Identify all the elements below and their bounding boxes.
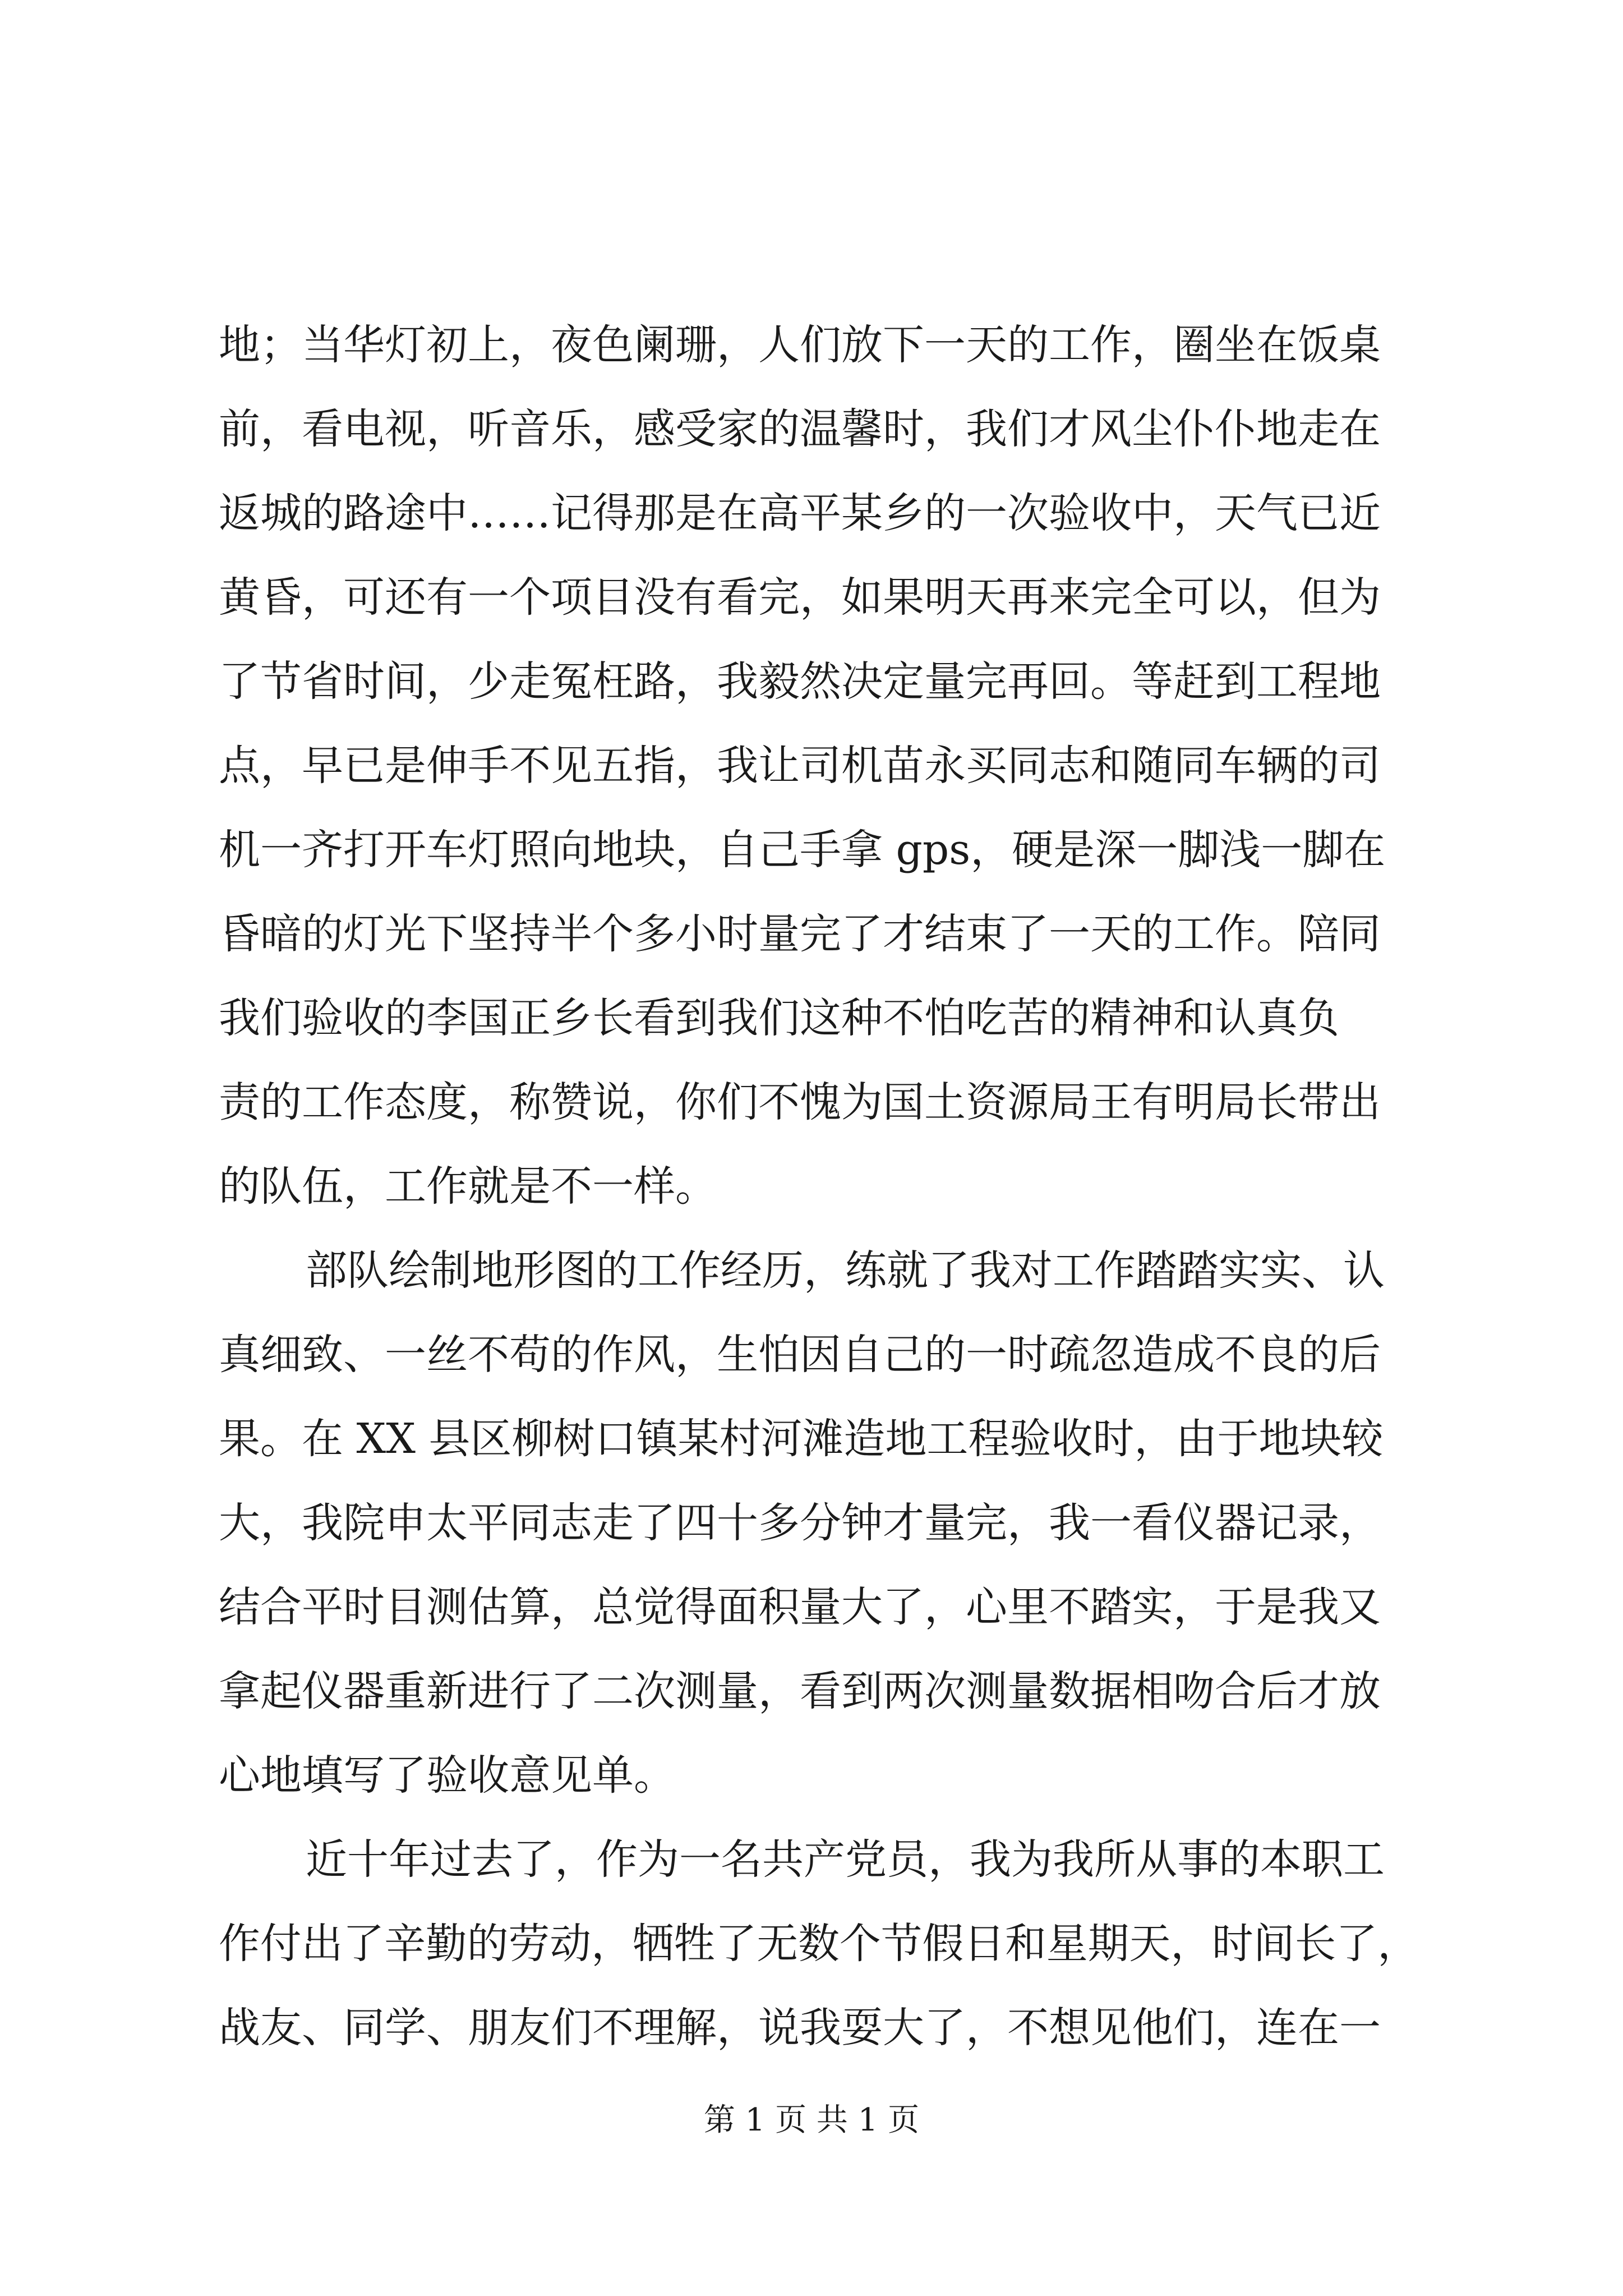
text-line: 昏暗的灯光下坚持半个多小时量完了才结束了一天的工作。陪同 <box>219 910 1381 958</box>
text-line: 前，看电视，听音乐，感受家的温馨时，我们才风尘仆仆地走在 <box>219 405 1381 453</box>
page-footer: 第 1 页 共 1 页 <box>703 2102 920 2138</box>
text-line: 战友、同学、朋友们不理解，说我耍大了，不想见他们，连在一 <box>219 2004 1381 2052</box>
text-line: 责的工作态度，称赞说，你们不愧为国土资源局王有明局长带出 <box>219 1078 1381 1126</box>
text-line: 我们验收的李国正乡长看到我们这种不怕吃苦的精神和认真负 <box>219 994 1339 1042</box>
text-line: 点，早已是伸手不见五指，我让司机苗永买同志和随同车辆的司 <box>219 742 1381 790</box>
text-line: 的队伍，工作就是不一样。 <box>219 1162 717 1211</box>
text-line: 地；当华灯初上，夜色阑珊，人们放下一天的工作，圈坐在饭桌 <box>219 321 1381 369</box>
text-line: 果。在 XX 县区柳树口镇某村河滩造地工程验收时，由于地块较 <box>219 1415 1384 1463</box>
text-line: 返城的路途中……记得那是在高平某乡的一次验收中，天气已近 <box>219 489 1381 537</box>
text-line: 拿起仪器重新进行了二次测量，看到两次测量数据相吻合后才放 <box>219 1667 1381 1715</box>
paragraph-start-line: 部队绘制地形图的工作经历，练就了我对工作踏踏实实、认 <box>306 1246 1385 1295</box>
paragraph-start-line: 近十年过去了，作为一名共产党员，我为我所从事的本职工 <box>306 1835 1385 1884</box>
text-line: 黄昏，可还有一个项目没有看完，如果明天再来完全可以，但为 <box>219 573 1381 622</box>
text-line: 心地填写了验收意见单。 <box>219 1751 675 1800</box>
text-line: 机一齐打开车灯照向地块，自己手拿 gps，硬是深一脚浅一脚在 <box>219 826 1386 874</box>
text-line: 大，我院申太平同志走了四十多分钟才量完，我一看仪器记录， <box>219 1499 1381 1547</box>
text-line: 了节省时间，少走冤枉路，我毅然决定量完再回。等赶到工程地 <box>219 657 1381 706</box>
text-line: 真细致、一丝不苟的作风，生怕因自己的一时疏忽造成不良的后 <box>219 1331 1381 1379</box>
text-line: 结合平时目测估算，总觉得面积量大了，心里不踏实，于是我又 <box>219 1583 1381 1631</box>
text-line: 作付出了辛勤的劳动，牺牲了无数个节假日和星期天，时间长了， <box>219 1920 1419 1968</box>
